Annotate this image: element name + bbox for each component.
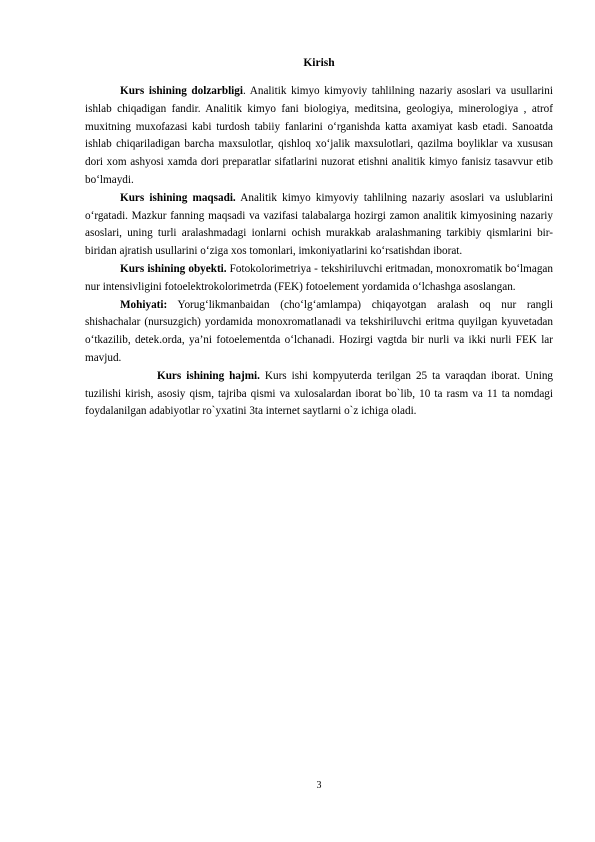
paragraph-lead: Kurs ishining hajmi.	[157, 369, 260, 382]
paragraph-text: Kurs ishi kompyuterda terilgan 25 ta varaqdan iborat. Uning tuzilishi kirish, asosiy qism, tajriba qismi va xulosalardan iborat bo`lib, 10 ta rasm va 11 ta nomdagi foydalanilgan adabiyotlar ro`yxatini 3ta internet saytlarni o`z ichiga oladi.	[85, 369, 554, 418]
paragraph-purpose	[85, 190, 553, 261]
paragraph-essence	[85, 297, 553, 368]
paragraph-lead: Kurs ishining obyekti.	[120, 262, 227, 275]
paragraph-lead: Mohiyati:	[120, 298, 168, 311]
paragraph-text: . Analitik kimyo kimyoviy tahlilning nazariy asoslari va usullarini ishlab chiqadigan fandir. Analitik kimyo fani biologiya, meditsina, geologiya, minerologiya , atrof muxitning muxofazasi kabi turdosh tabiiy fanlarini o‘rganishda katta axamiyat kasb etadi. Sanoatda ishlab chiqariladigan barcha maxsulotlar, qishloq xo‘jalik maxsulotlari, qazilma boyliklar va xususan dori xom ashyosi xamda dori preparatlar sifatlarini nuzorat etishni analitik kimyo fanisiz tasavvur etib bo‘lmaydi.	[85, 85, 553, 186]
document-body	[85, 83, 553, 421]
paragraph-lead: Kurs ishining maqsadi.	[120, 191, 236, 204]
paragraph-relevance	[85, 83, 553, 190]
page-title: Kirish	[303, 57, 335, 69]
paragraph-text: Yorug‘likmanbaidan (cho‘lg‘amlampa) chiqayotgan aralash oq nur rangli shishachalar (nursuzgich) yordamida monoxromatlanadi va tekshiriluvchi eritma quyilgan kyuvetadan o‘tkazilib, detek.orda, ya’ni fotoelementda o‘lchanadi. Hozirgi vagtda bir nurli va ikki nurli FEK lar mavjud.	[85, 298, 553, 364]
page-number: 3	[316, 780, 322, 791]
paragraph-object	[85, 261, 553, 297]
paragraph-lead: Kurs ishining dolzarbligi	[120, 85, 243, 97]
paragraph-text: Analitik kimyo kimyoviy tahlilning nazariy asoslari va uslublarini o‘rgatadi. Mazkur fanning maqsadi va vazifasi talabalarga hozirgi zamon analitik kimyosining nazariy asoslari, uning turli aralashmadagi ionlarni ochish murakkab aralashmaning tarkibiy qismlarini bir-biridan ajratish usullarini o‘ziga xos tomonlari, imkoniyatlarini ko‘rsatishdan iborat.	[85, 191, 553, 258]
paragraph-volume	[85, 368, 553, 421]
paragraph-text: Fotokolorimetriya - tekshiriluvchi eritmadan, monoxromatik bo‘lmagan nur intensivligini fotoelektrokolorimetrda (FEK) fotoelement yordamida o‘lchashga asoslangan.	[85, 262, 553, 293]
